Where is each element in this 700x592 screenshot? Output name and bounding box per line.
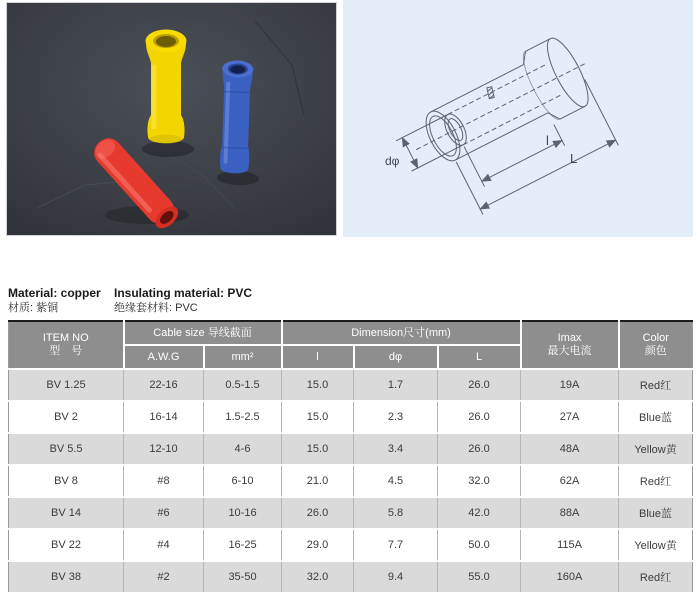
product-photo [6, 2, 337, 236]
cell-awg: #4 [124, 529, 204, 561]
cell-color: Red红 [619, 561, 693, 592]
cell-imax: 115A [521, 529, 619, 561]
cell-mm2: 6-10 [204, 465, 282, 497]
yellow-base-shade [150, 135, 182, 144]
cell-mm2: 10-16 [204, 497, 282, 529]
cell-mm2: 1.5-2.5 [204, 401, 282, 433]
cell-color: Blue蓝 [619, 401, 693, 433]
cell-l: 29.0 [282, 529, 354, 561]
col-header-dim-d: dφ [354, 345, 438, 369]
dimension-diagram-image [343, 0, 693, 237]
cell-imax: 27A [521, 401, 619, 433]
cell-imax: 88A [521, 497, 619, 529]
table-row [9, 529, 693, 561]
dim-label-d: dφ [385, 154, 400, 168]
col-header-dim-l: l [282, 345, 354, 369]
material-en: Material: copper [8, 286, 101, 300]
color-zh: 颜色 [644, 345, 667, 357]
cell-d: 3.4 [354, 433, 438, 465]
cell-imax: 62A [521, 465, 619, 497]
table-row [9, 369, 693, 401]
cell-l: 15.0 [282, 369, 354, 401]
dimension-diagram [343, 0, 693, 237]
col-header-imax [521, 321, 619, 369]
insulation-zh: 绝缘套材料: PVC [114, 302, 198, 314]
cell-awg: 12-10 [124, 433, 204, 465]
imax-en: Imax [557, 332, 582, 344]
color-en: Color [642, 332, 669, 344]
table-row [9, 497, 693, 529]
imax-zh: 最大电流 [547, 345, 592, 357]
cell-item-no: BV 8 [9, 465, 124, 497]
insulation-en: Insulating material: PVC [114, 286, 253, 300]
cell-L: 26.0 [438, 433, 521, 465]
cell-item-no: BV 1.25 [9, 369, 124, 401]
materials-note [8, 286, 252, 315]
cell-d: 4.5 [354, 465, 438, 497]
cell-l: 32.0 [282, 561, 354, 592]
table-row [9, 561, 693, 592]
cell-l: 15.0 [282, 433, 354, 465]
cell-awg: #2 [124, 561, 204, 592]
cell-awg: #6 [124, 497, 204, 529]
col-header-mm2: mm² [204, 345, 282, 369]
cell-d: 1.7 [354, 369, 438, 401]
cell-L: 32.0 [438, 465, 521, 497]
table-row [9, 433, 693, 465]
cell-color: Yellow黄 [619, 529, 693, 561]
item-no-zh: 型 号 [49, 345, 83, 357]
cell-imax: 48A [521, 433, 619, 465]
item-no-en: ITEM NO [42, 332, 89, 344]
cell-l: 21.0 [282, 465, 354, 497]
cell-item-no: BV 14 [9, 497, 124, 529]
cell-L: 55.0 [438, 561, 521, 592]
col-header-dim-L: L [438, 345, 521, 369]
cell-awg: 16-14 [124, 401, 204, 433]
cell-d: 7.7 [354, 529, 438, 561]
cell-L: 26.0 [438, 401, 521, 433]
table-row [9, 465, 693, 497]
yellow-connector-hole [156, 36, 176, 47]
cell-color: Red红 [619, 369, 693, 401]
cell-L: 42.0 [438, 497, 521, 529]
cell-mm2: 35-50 [204, 561, 282, 592]
cell-d: 5.8 [354, 497, 438, 529]
cell-L: 50.0 [438, 529, 521, 561]
cell-imax: 19A [521, 369, 619, 401]
cell-item-no: BV 38 [9, 561, 124, 592]
cell-l: 15.0 [282, 401, 354, 433]
col-header-awg: A.W.G [124, 345, 204, 369]
dim-label-l: l [546, 133, 549, 148]
header-row-1 [9, 321, 693, 345]
cell-awg: #8 [124, 465, 204, 497]
cell-L: 26.0 [438, 369, 521, 401]
cell-d: 9.4 [354, 561, 438, 592]
col-header-dimension: Dimension尺寸(mm) [282, 321, 521, 345]
cell-color: Red红 [619, 465, 693, 497]
table-row [9, 401, 693, 433]
blue-highlight [226, 84, 229, 162]
cell-mm2: 16-25 [204, 529, 282, 561]
product-photo-image [7, 3, 336, 235]
col-header-cable-size: Cable size 导线截面 [124, 321, 282, 345]
cell-imax: 160A [521, 561, 619, 592]
cell-awg: 22-16 [124, 369, 204, 401]
cell-l: 26.0 [282, 497, 354, 529]
cell-item-no: BV 2 [9, 401, 124, 433]
cell-item-no: BV 22 [9, 529, 124, 561]
cell-item-no: BV 5.5 [9, 433, 124, 465]
material-zh: 材质: 紫铜 [8, 302, 59, 314]
spec-table [8, 320, 693, 592]
col-header-color [619, 321, 693, 369]
cell-mm2: 4-6 [204, 433, 282, 465]
dim-label-L: L [570, 151, 578, 166]
diagram-background [343, 0, 693, 237]
col-header-item-no [9, 321, 124, 369]
cell-color: Yellow黄 [619, 433, 693, 465]
cell-d: 2.3 [354, 401, 438, 433]
cell-color: Blue蓝 [619, 497, 693, 529]
cell-mm2: 0.5-1.5 [204, 369, 282, 401]
